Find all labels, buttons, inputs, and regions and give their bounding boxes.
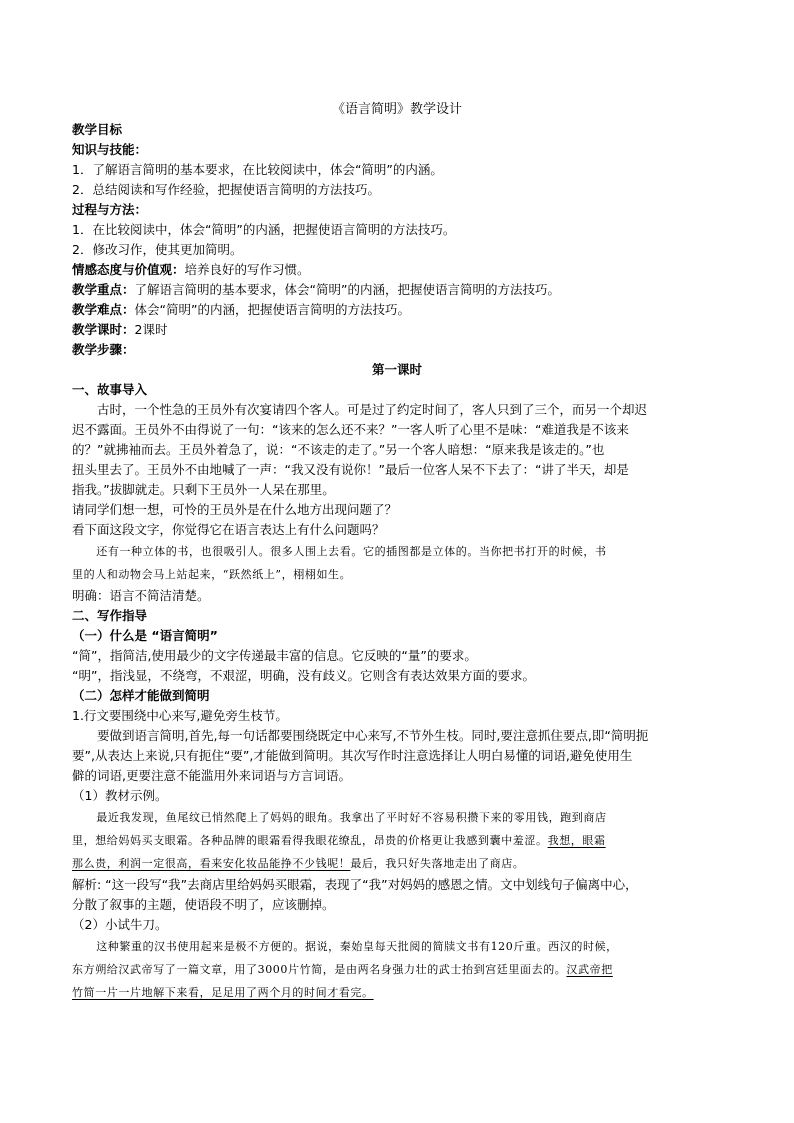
example-underlined-text-2: 那么贵，利润一定很高，看来安化妆品能挣不少钱呢！: [72, 857, 351, 870]
section-one-heading: 一、故事导入: [72, 382, 148, 397]
difficulty-text: 体会“简明”的内涵，把握使语言简明的方法技巧。: [134, 302, 410, 317]
example-line-3-text: 最后，我只好失落地走出了商店。: [350, 857, 525, 870]
key-point-text: 了解语言简明的基本要求，体会“简明”的内涵，把握使语言简明的方法技巧。: [134, 282, 560, 297]
goals-heading: 教学目标: [72, 122, 123, 137]
document-page: [72, 100, 722, 1004]
process-heading: 过程与方法：: [72, 202, 148, 217]
point-one: 1.行文要围绕中心来写,避免旁生枝节。: [72, 708, 288, 723]
jian-definition: “简”，指简洁,使用最少的文字传递最丰富的信息。它反映的“量”的要求。: [72, 648, 477, 663]
key-point-label: 教学重点：: [72, 282, 135, 297]
question-2: 看下面这段文字，你觉得它在语言表达上有什么问题吗？: [72, 522, 385, 537]
example-underlined-text-1: 我想，眼霜: [547, 834, 606, 847]
story-line-2: 迟不露面。王员外不由得说了一句：“该来的怎么还不来？”一客人听了心里不是味：“难道我是不该来: [72, 422, 629, 437]
emotion-label: 情感态度与价值观：: [72, 262, 185, 277]
paragraph-line-2: 要”,从表达上来说,只有扼住“要”,才能做到简明。其次写作时注意选择让人明白易懂的词语,避免使用生: [72, 748, 633, 763]
story-line-5: 指我。”拔脚就走。只剩下王员外一人呆在那里。: [72, 482, 335, 497]
practice-line-2: [72, 958, 722, 981]
emotion-text: 培养良好的写作习惯。: [184, 262, 310, 277]
paragraph-line-1: 要做到语言简明,首先,每一句话都要围绕既定中心来写,不节外生枝。同时,要注意抓住要点,即“简明扼: [97, 728, 649, 743]
example-line-2: [72, 829, 722, 852]
question-1: 请同学们想一想，可怜的王员外是在什么地方出现问题了？: [72, 502, 398, 517]
hours-label: 教学课时：: [72, 322, 135, 337]
emotion-row: [72, 260, 722, 280]
knowledge-heading: 知识与技能：: [72, 142, 148, 157]
analysis-line-1: 解析: “这一段写“我”去商店里给妈妈买眼霜，表现了“我”对妈妈的感恩之情。文中划线句子偏离中心，: [72, 877, 638, 892]
section-two-heading: 二、写作指导: [72, 608, 148, 623]
quote-line-2: 里的人和动物会马上站起来，“跃然纸上”，栩栩如生。: [72, 568, 352, 581]
analysis-line-2: 分散了叙事的主题，使语段不明了，应该删掉。: [72, 897, 335, 912]
practice-line-3: [72, 981, 722, 1004]
knowledge-item-1: 1．了解语言简明的基本要求，在比较阅读中，体会“简明”的内涵。: [72, 162, 443, 177]
knowledge-item-2: 2．总结阅读和写作经验，把握使语言简明的方法技巧。: [72, 182, 380, 197]
story-line-3: 的？”就拂袖而去。王员外着急了，说：“不该走的走了。”另一个客人暗想：“原来我是该走的。”也: [72, 442, 605, 457]
difficulty-label: 教学难点：: [72, 302, 135, 317]
document-title: 《语言简明》教学设计: [331, 102, 462, 117]
steps-heading: 教学步骤：: [72, 342, 135, 357]
example-label: （1）教材示例。: [72, 788, 168, 803]
subsection-one-heading: （一）什么是 “语言简明”: [72, 628, 218, 643]
hours-text: 2课时: [134, 322, 168, 337]
practice-label: （2）小试牛刀。: [72, 917, 168, 932]
practice-line-1-text: 这种繁重的汉书使用起来是极不方便的。据说，秦始皇每天批阅的简牍文书有120斤重。西汉的时候，: [96, 940, 618, 953]
process-item-2: 2．修改习作，使其更加简明。: [72, 242, 243, 257]
key-point-row: [72, 280, 722, 300]
subsection-two-heading: （二）怎样才能做到简明: [72, 688, 210, 703]
practice-line-2-text: 东方朔给汉武帝写了一篇文章，用了3000片竹简，是由两名身强力壮的武士抬到宫廷里面去的。: [72, 963, 567, 976]
example-line-3: [72, 852, 722, 875]
paragraph-line-3: 僻的词语,更要注意不能滥用外来词语与方言词语。: [72, 768, 351, 783]
clarify-text: 明确：语言不简洁清楚。: [72, 588, 210, 603]
lesson-one-heading: 第一课时: [371, 362, 422, 377]
hours-row: [72, 320, 722, 340]
quote-line-1: 还有一种立体的书，也很吸引人。很多人围上去看。它的插图都是立体的。当你把书打开的时候，书: [96, 545, 607, 558]
example-line-1: [72, 806, 722, 829]
practice-underlined-text-1: 汉武帝把: [566, 963, 613, 976]
story-line-4: 扭头里去了。王员外不由地喊了一声：“我又没有说你！”最后一位客人呆不下去了：“讲了半天，却是: [72, 462, 629, 477]
example-line-1-text: 最近我发现，鱼尾纹已悄然爬上了妈妈的眼角。我拿出了平时好不容易积攒下来的零用钱，跑到商店: [96, 811, 607, 824]
example-line-2-text: 里，想给妈妈买支眼霜。各种品牌的眼霜看得我眼花缭乱，昂贵的价格更让我感到囊中羞涩。: [72, 834, 548, 847]
practice-line-1: [72, 935, 722, 958]
difficulty-row: [72, 300, 722, 320]
story-line-1: 古时，一个性急的王员外有次宴请四个客人。可是过了约定时间了，客人只到了三个，而另一个却迟: [97, 402, 648, 417]
ming-definition: “明”，指浅显，不绕弯，不艰涩，明确，没有歧义。它则含有表达效果方面的要求。: [72, 668, 535, 683]
process-item-1: 1．在比较阅读中，体会“简明”的内涵，把握使语言简明的方法技巧。: [72, 222, 456, 237]
practice-underlined-text-2: 竹简一片一片地解下来看，足足用了两个月的时间才看完。: [72, 986, 374, 999]
